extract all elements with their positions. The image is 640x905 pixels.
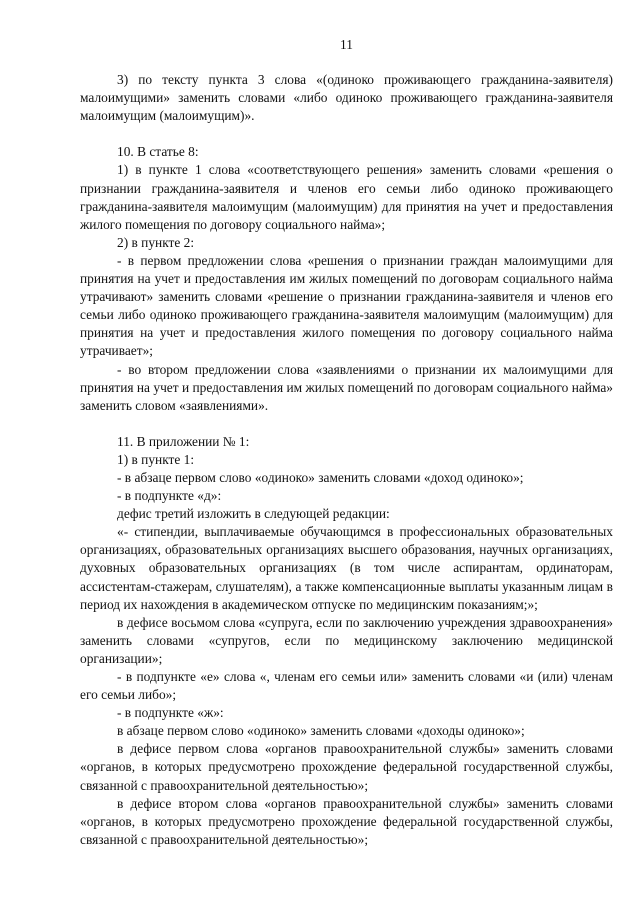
section-heading: 11. В приложении № 1: — [117, 433, 250, 449]
paragraph: 1) в пункте 1 слова «соответствующего решения» заменить словами «решения о признании гражданина-заявителя и членов его семьи либо одиноко проживающего гражданина-заявителя малоимущим (малоимущим) для принятия на учет и предоставления жилого помещения по договору социального найма»; — [80, 162, 613, 232]
paragraph: «- стипендии, выплачиваемые обучающимся в профессиональных образовательных организациях, образовательных организациях высшего образования, научных организациях, духовных образовательных организациях (в том числе аспирантам, ординаторам, ассистентам-стажерам, слушателям), а также компенсационные выплаты указанным лицам в период их нахождения в академическом отпуске по медицинским показаниям;»; — [80, 524, 613, 612]
paragraph: 2) в пункте 2: — [117, 234, 195, 250]
section-heading: 10. В статье 8: — [117, 144, 199, 160]
paragraph: 3) по тексту пункта 3 слова «(одиноко проживающего гражданина-заявителя) малоимущими» заменить словами «либо одиноко проживающего гражданина-заявителя малоимущим (малоимущим)». — [80, 72, 613, 124]
paragraph: - в подпункте «е» слова «, членам его семьи или» заменить словами «и (или) членам его семьи либо»; — [80, 669, 613, 703]
paragraph-gap — [80, 415, 613, 433]
paragraph: - в первом предложении слова «решения о признании граждан малоимущими для принятия на учет и предоставления им жилых помещений по договорам социального найма утрачивают» заменить словами «решение о признании гражданина-заявителя и членов его семьи либо одиноко проживающего гражданина-заявителя малоимущим (малоимущим) для принятия на учет и предоставления жилого помещения по договору социального найма утрачивает»; — [80, 252, 613, 359]
paragraph: дефис третий изложить в следующей редакции: — [117, 506, 390, 522]
paragraph-gap — [80, 125, 613, 143]
paragraph: в дефисе первом слова «органов правоохранительной службы» заменить словами «органов, в которых предусмотрено прохождение федеральной государственной службы, связанной с правоохранительной деятельностью»; — [80, 741, 613, 793]
paragraph: - во втором предложении слова «заявлениями о признании их малоимущими для принятия на учет и предоставления им жилых помещений по договорам социального найма» заменить словом «заявлениями». — [80, 361, 613, 413]
paragraph: - в подпункте «д»: — [117, 488, 222, 504]
paragraph: в абзаце первом слово «одиноко» заменить словами «доходы одиноко»; — [117, 723, 525, 739]
paragraph: - в подпункте «ж»: — [117, 705, 224, 721]
paragraph: 1) в пункте 1: — [117, 451, 195, 467]
page-number: 11 — [340, 37, 353, 52]
paragraph: - в абзаце первом слово «одиноко» заменить словами «доход одиноко»; — [117, 469, 524, 485]
paragraph: в дефисе восьмом слова «супруга, если по заключению учреждения здравоохранения» заменить словами «супругов, если по медицинскому заключению медицинской организации»; — [80, 614, 613, 666]
paragraph: в дефисе втором слова «органов правоохранительной службы» заменить словами «органов, в которых предусмотрено прохождение федеральной государственной службы, связанной с правоохранительной деятельностью»; — [80, 795, 613, 847]
